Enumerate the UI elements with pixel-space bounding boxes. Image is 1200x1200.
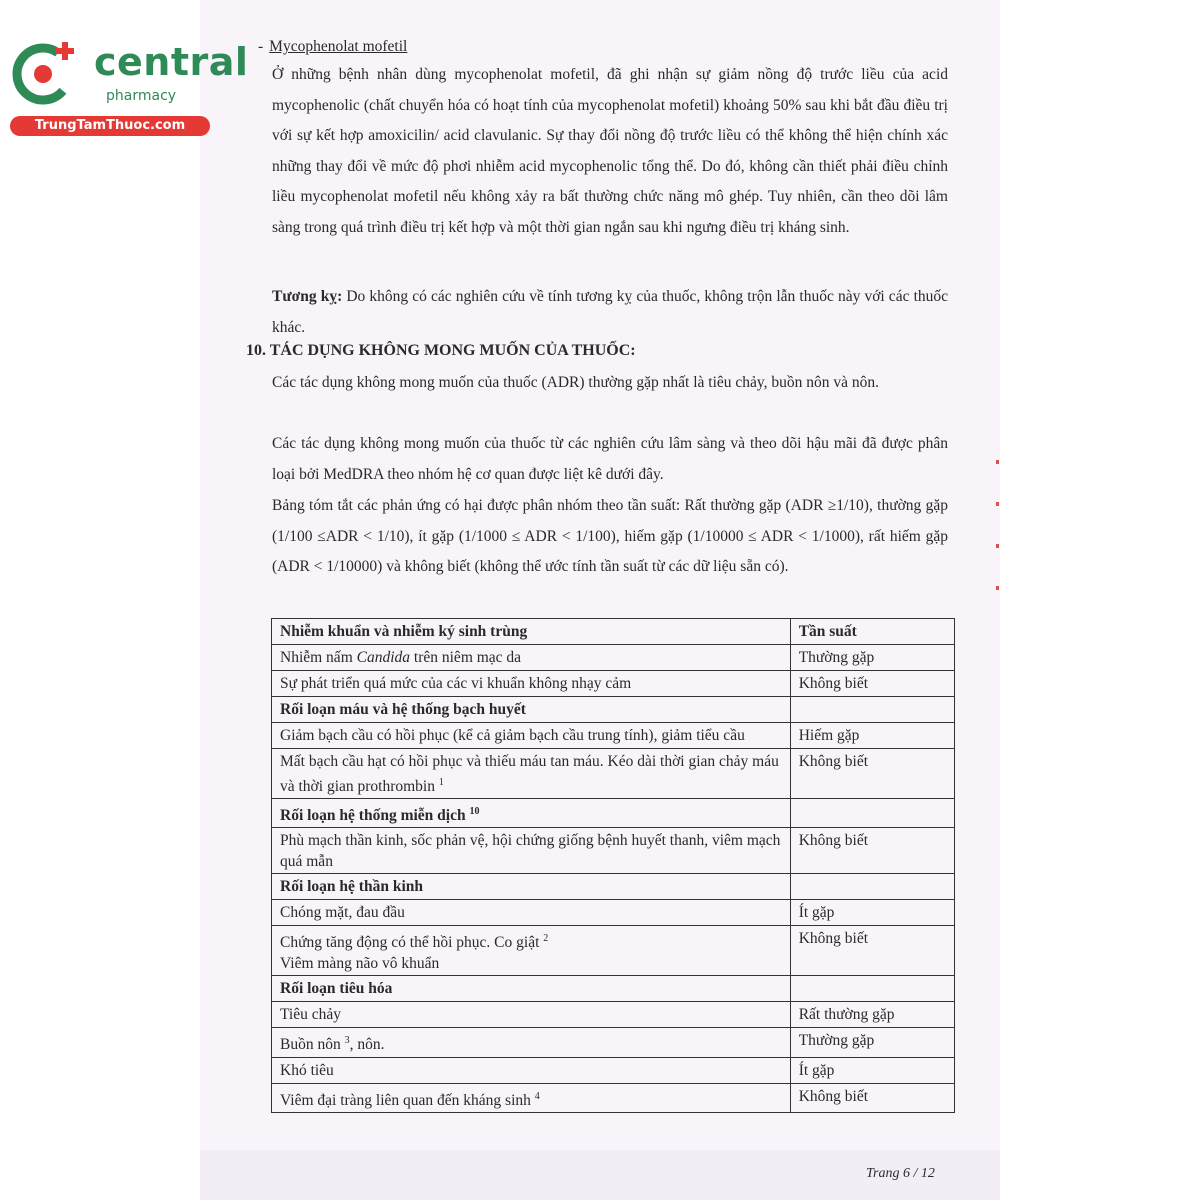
table-group-row	[272, 697, 955, 723]
page-number: Trang 6 / 12	[866, 1166, 935, 1181]
table-row	[272, 749, 955, 799]
logo-brand-text: central	[94, 40, 249, 84]
reaction-text: Nhiễm nấm	[280, 649, 357, 666]
bullet-heading	[258, 38, 407, 56]
reaction-text: Buồn nôn	[280, 1036, 341, 1054]
frequency-cell: Không biết	[790, 1083, 954, 1112]
scan-edge-marks	[996, 460, 1002, 620]
reaction-cell	[272, 723, 791, 749]
reaction-cell	[272, 900, 791, 926]
table-header-row	[272, 619, 955, 645]
reaction-text: Tiêu chảy	[280, 1006, 341, 1024]
reaction-text: Khó tiêu	[280, 1061, 334, 1079]
group-title	[272, 697, 791, 723]
adr-table	[271, 618, 955, 1113]
frequency-cell	[790, 976, 954, 1002]
table-group-row	[272, 976, 955, 1002]
reaction-cell	[272, 1028, 791, 1057]
frequency-cell: Không biết	[790, 926, 954, 976]
frequency-cell: Không biết	[790, 671, 954, 697]
table-row	[272, 645, 955, 671]
paragraph-tuong-ky	[272, 282, 948, 343]
paragraph-mycophenolat: Ở những bệnh nhân dùng mycophenolat mofetil, đã ghi nhận sự giảm nồng độ trước liều của acid mycophenolic (chất chuyển hóa có hoạt tính của mycophenolat mofetil) khoảng 50% sau khi bắt đầu điều trị với sự kết hợp amoxicilin/ acid clavulanic. Sự thay đổi nồng độ trước liều có thể không thể hiện chính xác những thay đổi về mức độ phơi nhiễm acid mycophenolic tổng thể. Do đó, không cần thiết phải điều chỉnh liều mycophenolat mofetil nếu không xảy ra bất thường chức năng mô ghép. Tuy nhiên, cần theo dõi lâm sàng trong quá trình điều trị kết hợp và một thời gian ngắn sau khi ngưng điều trị kháng sinh.	[272, 66, 948, 236]
paragraph-meddra: Các tác dụng không mong muốn của thuốc từ các nghiên cứu lâm sàng và theo dõi hậu mãi đã được phân loại bởi MedDRA theo nhóm hệ cơ quan được liệt kê dưới đây.	[272, 435, 948, 483]
reaction-text: trên niêm mạc da	[410, 649, 522, 666]
frequency-cell: Không biết	[790, 749, 954, 799]
logo-icon	[10, 38, 82, 110]
frequency-cell: Hiếm gặp	[790, 723, 954, 749]
footnote-ref: 4	[534, 1090, 540, 1102]
table-row	[272, 900, 955, 926]
tuong-ky-label: Tương kỵ:	[272, 288, 343, 305]
reaction-cell	[272, 1057, 791, 1083]
frequency-cell	[790, 697, 954, 723]
brand-logo	[10, 38, 249, 138]
footnote-ref: 2	[543, 933, 549, 945]
footnote-ref: 3	[344, 1035, 350, 1047]
table-group-row	[272, 799, 955, 828]
reaction-text: Chóng mặt, đau đầu	[280, 904, 405, 922]
paragraph-adr-common: Các tác dụng không mong muốn của thuốc (ADR) thường gặp nhất là tiêu chảy, buồn nôn và nôn.	[272, 374, 880, 391]
frequency-cell: Ít gặp	[790, 1057, 954, 1083]
group-title-text: Rối loạn tiêu hóa	[280, 980, 393, 998]
section-title: 10. TÁC DỤNG KHÔNG MONG MUỐN CỦA THUỐC:	[246, 342, 636, 359]
reaction-italic: Candida	[356, 649, 411, 666]
reaction-cell	[272, 1083, 791, 1112]
reaction-text: Sự phát triển quá mức của các vi khuẩn không nhạy cảm	[280, 675, 632, 692]
reaction-text: Chứng tăng động có thể hồi phục. Co giật	[280, 934, 540, 952]
group-title	[272, 976, 791, 1002]
table-row	[272, 926, 955, 976]
footnote-ref: 1	[438, 777, 444, 788]
logo-subtitle: pharmacy	[106, 88, 177, 104]
reaction-cell	[272, 671, 791, 697]
reaction-cell	[272, 828, 791, 874]
paragraph-frequency: Bảng tóm tắt các phản ứng có hại được phân nhóm theo tần suất: Rất thường gặp (ADR ≥1/10), thường gặp (1/100 ≤ADR < 1/10), ít gặp (1/1000 ≤ ADR < 1/100), hiếm gặp (1/10000 ≤ ADR < 1/1000), rất hiếm gặp (ADR < 1/10000) và không biết (không thể ước tính tần suất từ các dữ liệu sẵn có).	[272, 497, 948, 575]
reaction-text: Mất bạch cầu hạt có hồi phục và thiếu máu tan máu. Kéo dài thời gian chảy máu và thời gian prothrombin	[280, 753, 779, 796]
group-title-text: Rối loạn hệ thần kinh	[280, 878, 423, 896]
table-row	[272, 671, 955, 697]
reaction-tail: , nôn.	[349, 1036, 385, 1054]
table-row	[272, 1002, 955, 1028]
table-row	[272, 1083, 955, 1112]
bullet-title: Mycophenolat mofetil	[269, 38, 408, 55]
group-title	[272, 874, 791, 900]
table-row	[272, 1028, 955, 1057]
frequency-cell	[790, 799, 954, 828]
bullet-marker: -	[258, 38, 264, 55]
group-title-text: Rối loạn máu và hệ thống bạch huyết	[280, 701, 526, 718]
table-row	[272, 828, 955, 874]
reaction-cell	[272, 926, 791, 976]
table-row	[272, 723, 955, 749]
table-row	[272, 1057, 955, 1083]
reaction-text: Giảm bạch cầu có hồi phục (kể cả giảm bạch cầu trung tính), giảm tiểu cầu	[280, 727, 745, 744]
table-header-group: Nhiễm khuẩn và nhiễm ký sinh trùng	[272, 619, 791, 645]
footnote-ref: 10	[469, 806, 480, 818]
table-group-row	[272, 874, 955, 900]
frequency-cell: Rất thường gặp	[790, 1002, 954, 1028]
reaction-text: Viêm đại tràng liên quan đến kháng sinh	[280, 1091, 531, 1109]
frequency-cell: Không biết	[790, 828, 954, 874]
reaction-text: Viêm màng não vô khuẩn	[280, 955, 440, 973]
frequency-cell: Thường gặp	[790, 1028, 954, 1057]
frequency-cell: Thường gặp	[790, 645, 954, 671]
reaction-text: Phù mạch thần kinh, sốc phản vệ, hội chứng giống bệnh huyết thanh, viêm mạch quá mẫn	[280, 832, 781, 871]
group-title	[272, 799, 791, 828]
logo-url-badge: TrungTamThuoc.com	[10, 116, 210, 136]
reaction-cell	[272, 749, 791, 799]
reaction-cell	[272, 645, 791, 671]
reaction-cell	[272, 1002, 791, 1028]
frequency-cell: Ít gặp	[790, 900, 954, 926]
group-title-text: Rối loạn hệ thống miễn dịch	[280, 807, 466, 825]
tuong-ky-text: Do không có các nghiên cứu về tính tương kỵ của thuốc, không trộn lẫn thuốc này với các thuốc khác.	[272, 288, 948, 336]
frequency-cell	[790, 874, 954, 900]
table-header-frequency: Tần suất	[790, 619, 954, 645]
